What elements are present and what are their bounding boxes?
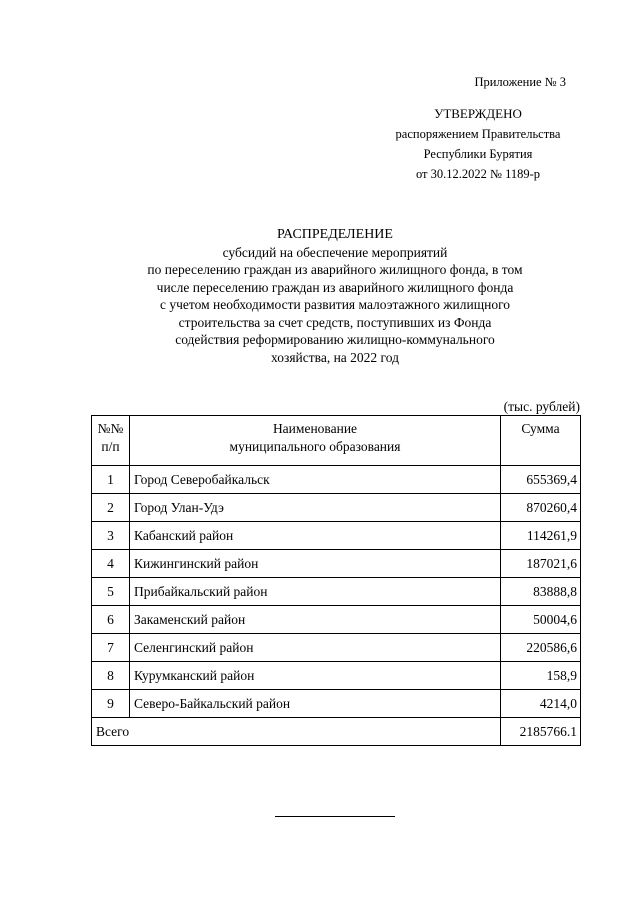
approval-line-3: от 30.12.2022 № 1189-р [415, 167, 541, 181]
header-sum: Сумма [501, 416, 581, 466]
row-sum: 220586,6 [501, 634, 581, 662]
row-number: 9 [92, 690, 130, 718]
header-number-line2: п/п [101, 439, 120, 454]
title-line: по переселению граждан из аварийного жилищного фонда, в том [147, 262, 523, 277]
table-row [92, 522, 581, 550]
header-number-line1: №№ [97, 421, 124, 436]
row-name: Город Улан-Удэ [130, 494, 501, 522]
table-row [92, 690, 581, 718]
row-number: 7 [92, 634, 130, 662]
table-row [92, 606, 581, 634]
row-sum: 870260,4 [501, 494, 581, 522]
row-name: Кижингинский район [130, 550, 501, 578]
units-note: (тыс. рублей) [503, 399, 580, 414]
row-number: 2 [92, 494, 130, 522]
row-sum: 158,9 [501, 662, 581, 690]
title-line: хозяйства, на 2022 год [271, 349, 399, 365]
total-row [92, 718, 581, 746]
row-number: 6 [92, 606, 130, 634]
approved-stamp: УТВЕРЖДЕНО [434, 106, 522, 121]
distribution-table [91, 415, 581, 746]
title-heading: РАСПРЕДЕЛЕНИЕ [277, 227, 393, 242]
row-sum: 83888,8 [501, 578, 581, 606]
row-name: Селенгинский район [130, 634, 501, 662]
title-line: с учетом необходимости развития малоэтажного жилищного [159, 297, 511, 312]
title-line: строительства за счет средств, поступивших из Фонда [178, 314, 492, 330]
appendix-number: Приложение № 3 [474, 75, 566, 89]
title-line: числе переселению граждан из аварийного жилищного фонда [156, 279, 514, 295]
title-line: субсидий на обеспечение мероприятий [222, 244, 448, 260]
approval-line-2: Республики Бурятия [423, 147, 533, 161]
table-row [92, 494, 581, 522]
row-number: 8 [92, 662, 130, 690]
row-sum: 50004,6 [501, 606, 581, 634]
header-name [130, 416, 501, 466]
table-row [92, 578, 581, 606]
row-number: 4 [92, 550, 130, 578]
table-header-row [92, 416, 581, 466]
document-title [90, 226, 580, 366]
approval-block [378, 72, 578, 184]
row-name: Кабанский район [130, 522, 501, 550]
table-row [92, 550, 581, 578]
row-name: Закаменский район [130, 606, 501, 634]
row-sum: 187021,6 [501, 550, 581, 578]
row-number: 5 [92, 578, 130, 606]
row-number: 3 [92, 522, 130, 550]
total-sum: 2185766.1 [501, 718, 581, 746]
approval-line-1: распоряжением Правительства [395, 127, 561, 141]
row-name: Курумканский район [130, 662, 501, 690]
row-sum: 655369,4 [501, 466, 581, 494]
header-name-line2: муниципального образования [229, 439, 401, 454]
total-label: Всего [92, 718, 501, 746]
table-row [92, 466, 581, 494]
title-line: содействия реформированию жилищно-коммунального [175, 332, 495, 347]
header-name-line1: Наименование [272, 421, 358, 436]
row-name: Прибайкальский район [130, 578, 501, 606]
row-name: Северо-Байкальский район [130, 690, 501, 718]
row-number: 1 [92, 466, 130, 494]
table-row [92, 662, 581, 690]
header-number [92, 416, 130, 466]
row-sum: 114261,9 [501, 522, 581, 550]
row-name: Город Северобайкальск [130, 466, 501, 494]
table-row [92, 634, 581, 662]
footer-divider [275, 816, 395, 817]
row-sum: 4214,0 [501, 690, 581, 718]
